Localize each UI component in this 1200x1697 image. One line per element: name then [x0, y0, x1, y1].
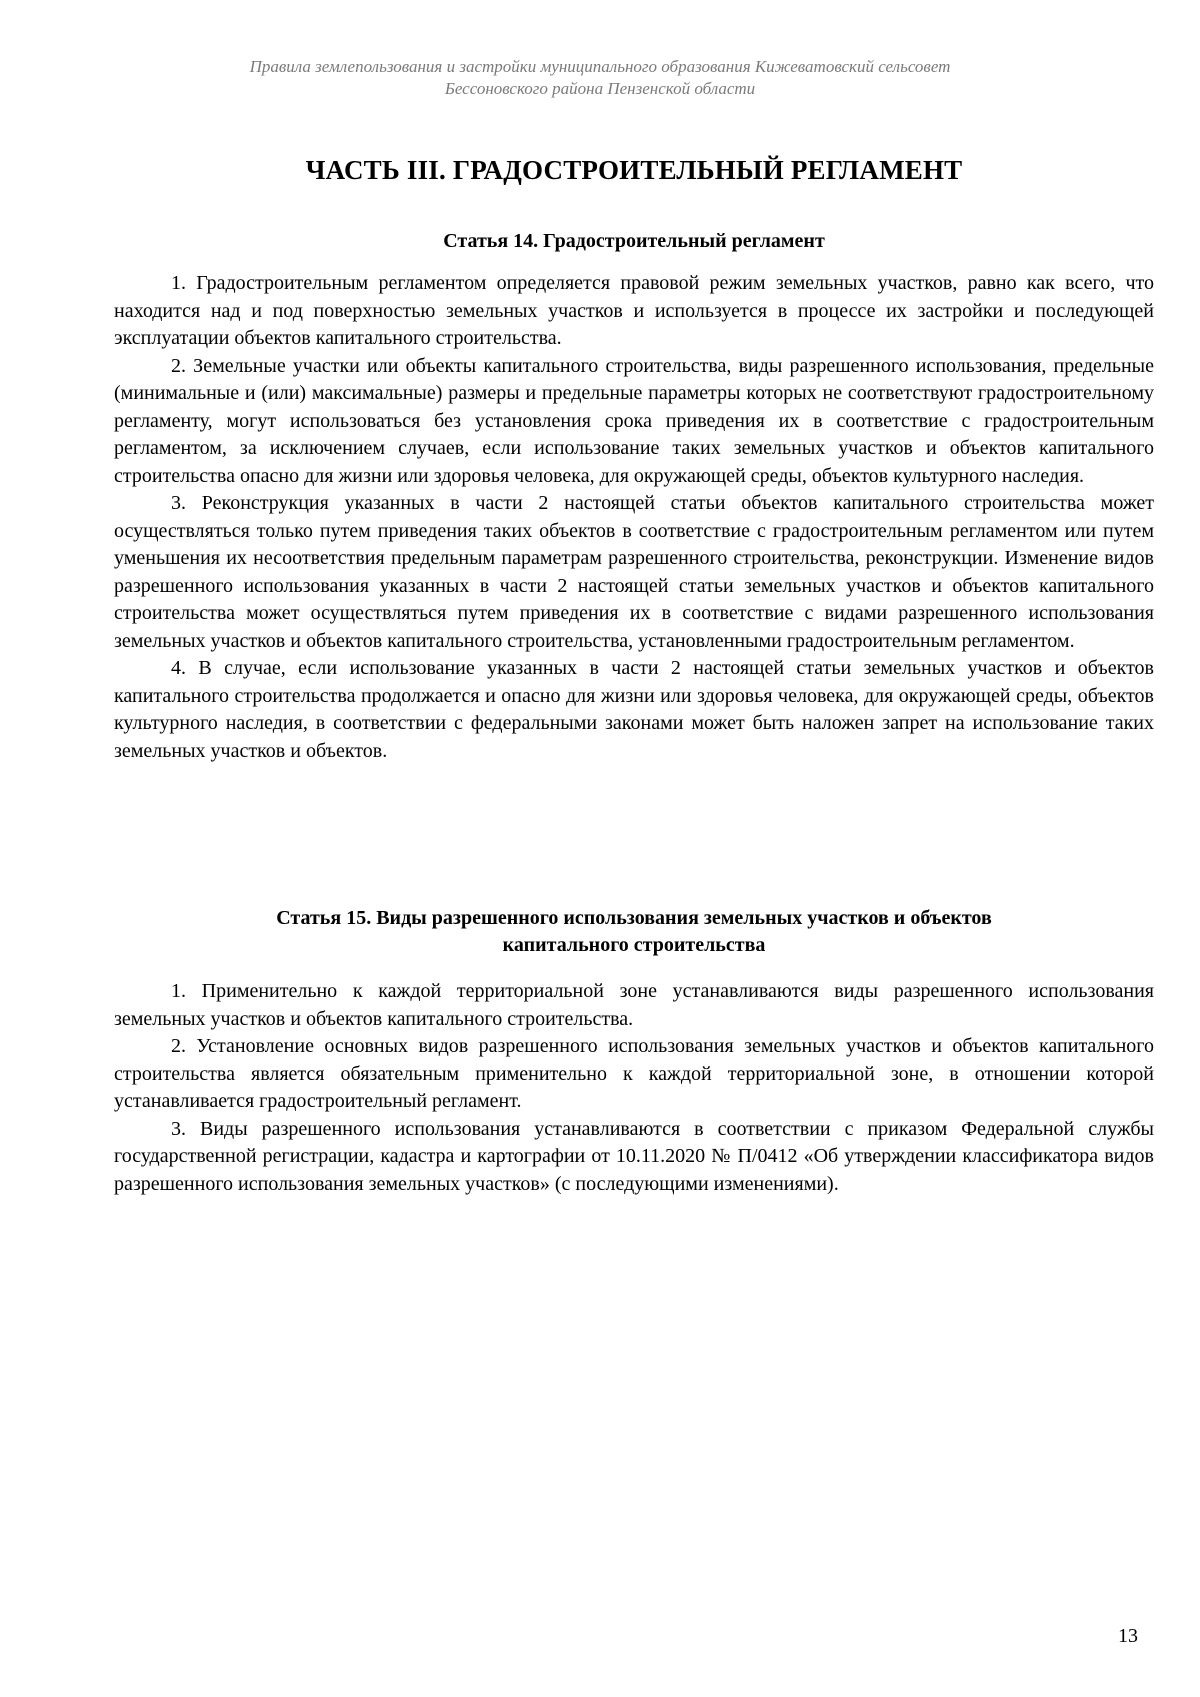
article-14-paragraph-4: 4. В случае, если использование указанных в части 2 настоящей статьи земельных участков и объектов капитального строительства продолжается и опасно для жизни или здоровья человека, для окружающей среды, объектов культурного наследия, в соответствии с федеральными законами может быть наложен запрет на использование таких земельных участков и объектов.	[114, 657, 1154, 762]
article-14-title: Статья 14. Градостроительный регламент	[443, 230, 825, 252]
running-header	[150, 56, 1050, 100]
article-14-paragraph-1: 1. Градостроительным регламентом определяется правовой режим земельных участков, равно как всего, что находится над и под поверхностью земельных участков и используется в процессе их застройки и последующей эксплуатации объектов капитального строительства.	[114, 272, 1154, 349]
article-14-body	[114, 270, 1154, 765]
running-header-line-1: Правила землепользования и застройки муниципального образования Кижеватовский сельсовет	[249, 57, 951, 76]
running-header-line-2: Бессоновского района Пензенской области	[444, 79, 756, 98]
article-14-paragraph-2: 2. Земельные участки или объекты капитального строительства, виды разрешенного использования, предельные (минимальные и (или) максимальные) размеры и предельные параметры которых не соответствуют градостроительному регламенту, могут использоваться без установления срока приведения их в соответствие с градостроительным регламентом, за исключением случаев, если использование таких земельных участков и объектов капитального строительства опасно для жизни или здоровья человека, для окружающей среды, объектов культурного наследия.	[114, 354, 1154, 487]
article-15-title-line-1: Статья 15. Виды разрешенного использования земельных участков и объектов	[276, 907, 992, 929]
page-number: 13	[1118, 1625, 1138, 1647]
article-15-body	[114, 978, 1154, 1198]
article-15-paragraph-1: 1. Применительно к каждой территориальной зоне устанавливаются виды разрешенного использования земельных участков и объектов капитального строительства.	[114, 980, 1154, 1030]
article-14-paragraph-3: 3. Реконструкция указанных в части 2 настоящей статьи объектов капитального строительства может осуществляться только путем приведения таких объектов в соответствие с градостроительным регламентом или путем уменьшения их несоответствия предельным параметрам разрешенного строительства, реконструкции. Изменение видов разрешенного использования указанных в части 2 настоящей статьи земельных участков и объектов капитального строительства может осуществляться путем приведения их в соответствие с видами разрешенного использования земельных участков и объектов капитального строительства, установленными градостроительным регламентом.	[114, 492, 1154, 652]
article-15-title	[114, 905, 1154, 959]
article-15-title-line-2: капитального строительства	[502, 934, 766, 956]
article-15-paragraph-2: 2. Установление основных видов разрешенного использования земельных участков и объектов капитального строительства является обязательным применительно к каждой территориальной зоне, в отношении которой устанавливается градостроительный регламент.	[114, 1035, 1154, 1112]
part-title: ЧАСТЬ III. ГРАДОСТРОИТЕЛЬНЫЙ РЕГЛАМЕНТ	[305, 155, 963, 185]
article-15-paragraph-3: 3. Виды разрешенного использования устанавливаются в соответствии с приказом Федеральной службы государственной регистрации, кадастра и картографии от 10.11.2020 № П/0412 «Об утверждении классификатора видов разрешенного использования земельных участков» (с последующими изменениями).	[114, 1117, 1154, 1195]
